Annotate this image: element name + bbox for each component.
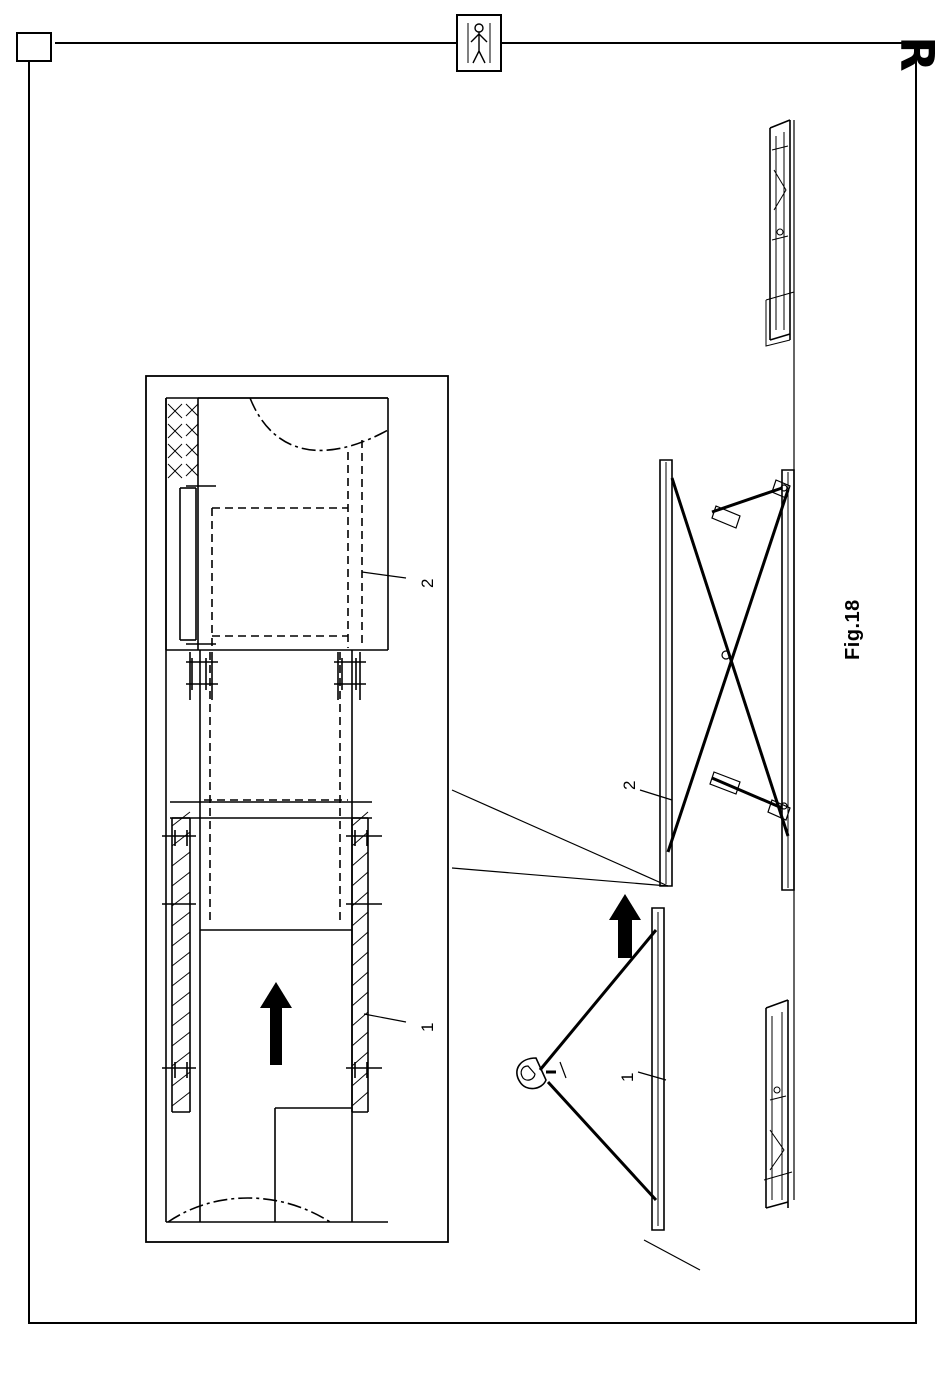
reference-numeral-assembly-2: 2 bbox=[620, 780, 639, 790]
reference-numeral-assembly-1: 1 bbox=[618, 1072, 637, 1082]
reference-numeral-detail-2: 2 bbox=[418, 578, 437, 588]
patent-office-logo: R bbox=[890, 36, 944, 72]
reference-numeral-detail-1: 1 bbox=[418, 1022, 437, 1032]
figure-label: Fig.18 bbox=[842, 599, 864, 660]
